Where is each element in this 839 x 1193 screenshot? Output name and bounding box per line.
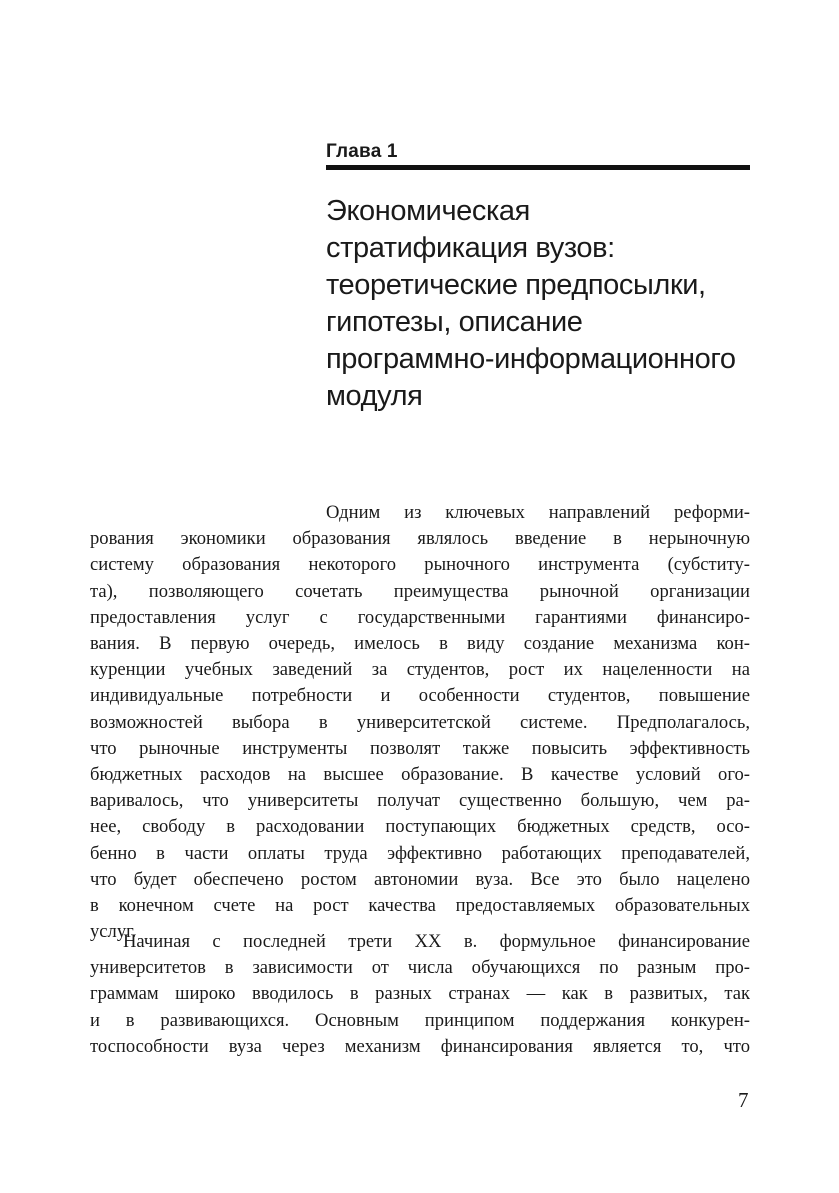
text-line: вания. В первую очередь, имелось в виду создание механизма кон- <box>90 633 750 655</box>
text-line: что рыночные инструменты позволят также повысить эффективность <box>90 737 750 759</box>
text-line: та), позволяющего сочетать преимущества рыночной организации <box>90 580 750 602</box>
text-line: и в развивающихся. Основным принципом поддержания конкурен- <box>90 1009 750 1031</box>
chapter-title <box>326 193 756 415</box>
text-line: возможностей выбора в университетской системе. Предполагалось, <box>90 711 750 733</box>
chapter-label: Глава 1 <box>326 141 398 162</box>
text-line: бенно в части оплаты труда эффективно работающих преподавателей, <box>90 842 750 864</box>
text-line: рования экономики образования являлось введение в нерыночную <box>90 528 750 550</box>
body-paragraph-1 <box>90 500 750 945</box>
text-line: в конечном счете на рост качества предоставляемых образовательных <box>90 895 750 917</box>
text-line: что будет обеспечено ростом автономии вуза. Все это было нацелено <box>90 868 750 890</box>
text-line: бюджетных расходов на высшее образование. В качестве условий ого- <box>90 764 750 786</box>
text-line: варивалось, что университеты получат существенно большую, чем ра- <box>90 790 750 812</box>
page-number: 7 <box>738 1088 749 1112</box>
chapter-title-line: гипотезы, описание <box>326 306 583 338</box>
body-paragraph-2 <box>90 929 750 1060</box>
text-line: систему образования некоторого рыночного инструмента (субститу- <box>90 554 750 576</box>
text-line: Одним из ключевых направлений реформи- <box>326 502 750 523</box>
text-line: граммам широко вводилось в разных странах — как в развитых, так <box>90 983 750 1005</box>
chapter-title-line: Экономическая <box>326 195 530 227</box>
text-line: предоставления услуг с государственными гарантиями финансиро- <box>90 606 750 628</box>
chapter-title-line: модуля <box>326 380 423 412</box>
text-line: услуг. <box>90 921 137 943</box>
text-line: индивидуальные потребности и особенности студентов, повышение <box>90 685 750 707</box>
chapter-title-line: программно-информационного <box>326 343 736 375</box>
text-line: университетов в зависимости от числа обучающихся по разным про- <box>90 957 750 979</box>
text-line: нее, свободу в расходовании поступающих бюджетных средств, осо- <box>90 816 750 838</box>
text-line: куренции учебных заведений за студентов, рост их нацеленности на <box>90 659 750 681</box>
chapter-title-line: теоретические предпосылки, <box>326 269 706 301</box>
text-line: Начиная с последней трети XX в. формульное финансирование <box>123 931 750 952</box>
chapter-title-line: стратификация вузов: <box>326 232 615 264</box>
text-line: тоспособности вуза через механизм финансирования является то, что <box>90 1035 750 1057</box>
chapter-rule <box>326 165 750 170</box>
